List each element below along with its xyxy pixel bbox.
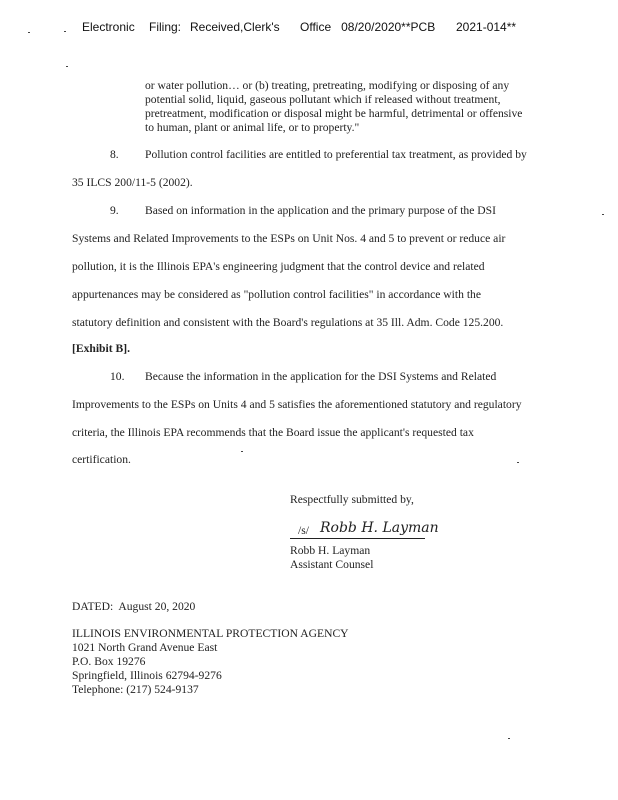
para10-line-2: Improvements to the ESPs on Units 4 and 5 satisfies the aforementioned statutory and regulatory <box>72 398 522 411</box>
agency-address-1: 1021 North Grand Avenue East <box>72 641 218 654</box>
agency-telephone: Telephone: (217) 524-9137 <box>72 683 199 696</box>
para8-line-1: Pollution control facilities are entitled to preferential tax treatment, as provided by <box>145 148 527 161</box>
para9-line-4: appurtenances may be considered as "pollution control facilities" in accordance with the <box>72 288 481 301</box>
quote-line-4: to human, plant or animal life, or to property." <box>145 121 360 134</box>
respectfully-submitted: Respectfully submitted by, <box>290 493 414 506</box>
signature: Robb H. Layman <box>320 520 439 536</box>
header-electronic: Electronic <box>82 20 135 34</box>
agency-city: Springfield, Illinois 62794-9276 <box>72 669 222 682</box>
header-filing: Filing: <box>149 20 182 34</box>
para10-line-1: Because the information in the application for the DSI Systems and Related <box>145 370 497 383</box>
agency-address-2: P.O. Box 19276 <box>72 655 146 668</box>
quote-line-1: or water pollution… or (b) treating, pretreating, modifying or disposing of any <box>145 79 510 92</box>
header-case-number: 2021-014** <box>456 20 517 34</box>
para9-line-2: Systems and Related Improvements to the ESPs on Unit Nos. 4 and 5 to prevent or reduce air <box>72 232 506 245</box>
para9-exhibit: [Exhibit B]. <box>72 342 130 355</box>
signature-line <box>290 538 425 539</box>
para8-number: 8. <box>110 148 119 161</box>
para9-line-3: pollution, it is the Illinois EPA's engineering judgment that the control device and related <box>72 260 485 273</box>
quote-line-3: pretreatment, modification or disposal might be harmful, detrimental or offensive <box>145 107 523 120</box>
para10-line-3: criteria, the Illinois EPA recommends that the Board issue the applicant's requested tax <box>72 426 474 439</box>
para9-line-1: Based on information in the application and the primary purpose of the DSI <box>145 204 496 217</box>
signer-title: Assistant Counsel <box>290 558 374 571</box>
para9-number: 9. <box>110 204 119 217</box>
dated-line: DATED: August 20, 2020 <box>72 600 196 613</box>
agency-name: ILLINOIS ENVIRONMENTAL PROTECTION AGENCY <box>72 627 349 640</box>
signature-prefix: /s/ <box>298 524 309 537</box>
para8-line-2: 35 ILCS 200/11-5 (2002). <box>72 176 193 189</box>
header-office-date: Office 08/20/2020**PCB <box>300 20 436 34</box>
quote-line-2: potential solid, liquid, gaseous pollutant which if released without treatment, <box>145 93 501 106</box>
signer-name: Robb H. Layman <box>290 544 371 557</box>
header-received-clerks: Received,Clerk's <box>190 20 280 34</box>
para10-number: 10. <box>110 370 125 383</box>
para9-line-5: statutory definition and consistent with the Board's regulations at 35 Ill. Adm. Code 125.200. <box>72 316 504 329</box>
para10-line-4: certification. <box>72 453 131 466</box>
